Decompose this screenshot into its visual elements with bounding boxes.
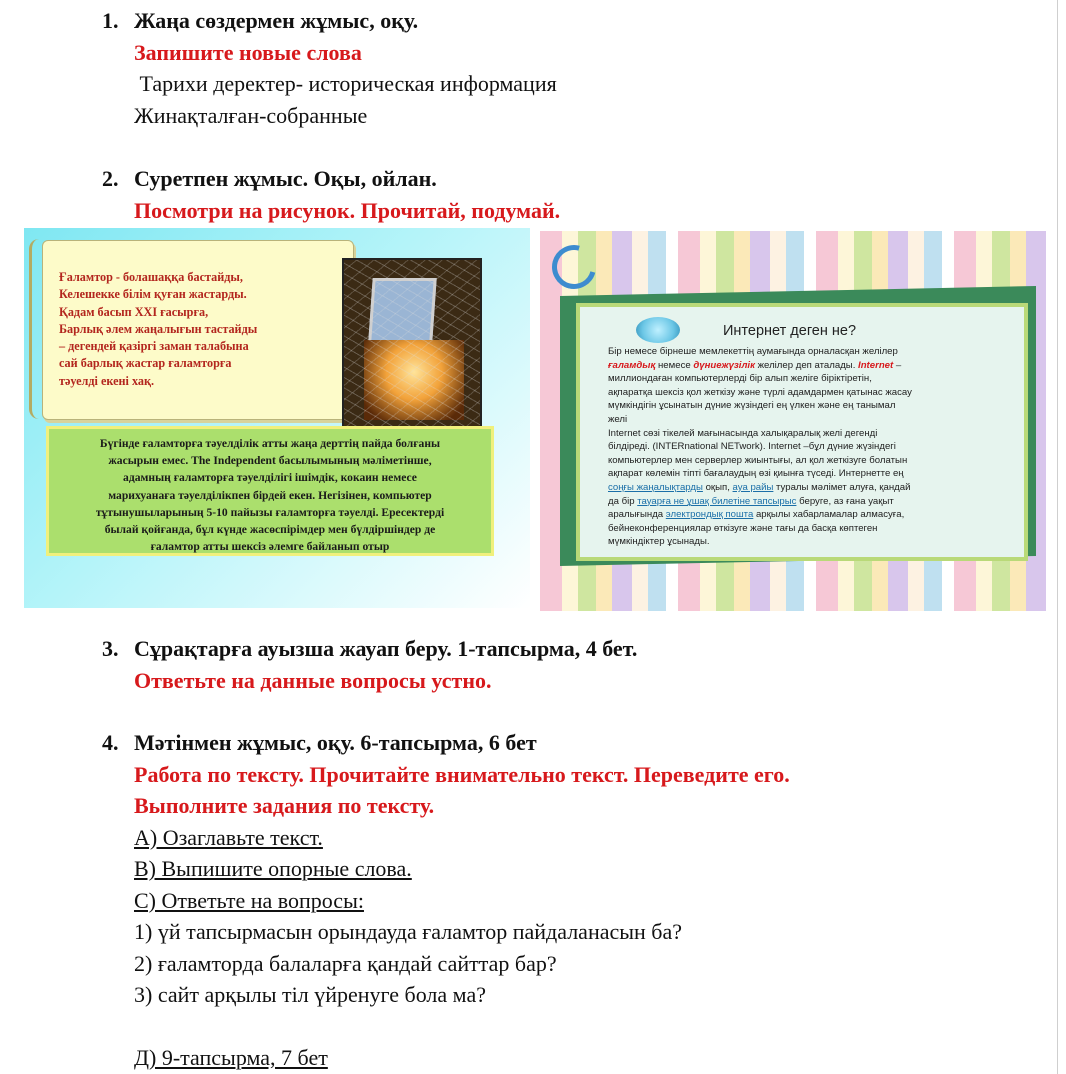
vocab-item: Тарихи деректер- историческая информация [134, 71, 557, 96]
section-title-ru: Ответьте на данные вопросы устно. [134, 667, 492, 693]
addiction-info-text: Бүгінде ғаламторға тәуелділік атты жаңа дерттің пайда болғаны жасырын емес. The Independent басылымының мәліметінше, адамның ғаламторға тәуелділігі ішімдік, кокаин немесе марихуанаға тәуелділікпен бірдей екен. Негізінен, компьютер тұтынушыларының 5-10 пайызы ғаламторға тәуелді. Ересектерді былай қойғанда, бұл күнде жасөспірімдер мен бүлдіршіндер де ғаламтор атты шексіз әлемге байланып отыр [95, 437, 445, 554]
section-3 [102, 633, 1002, 696]
section-title-kz: Жаңа сөздермен жұмыс, оқу. [134, 8, 419, 33]
page-edge-line [1057, 0, 1058, 1074]
slide-text: Бір немесе бірнеше мемлекеттің аумағында орналасқан желілер ғаламдық немесе дүниежүзілік желілер деп аталады. Internet – миллиондаған компьютерлерді бір алып желіге біріктіретін, ақпаратқа шексіз қол жеткізу және түрлі адамдармен қатынас жасау мүмкіндігін ұсынатын дүние жүзіндегі ең үлкен және ең танымал желі Internet сөзі тікелей мағынасында халықаралық желі дегенді білдіреді. (INTERnational NETwork). Internet –бұл дүние жүзіндегі компьютерлер мен серверлер жиынтығы, ал қол жеткізуге болатын ақпарат көлемін тіпті бағалаудың өзі қиынға түседі. Интернетте ең соңғы жаңалықтарды оқып, ауа райы туралы мәлімет алуға, қандай да бір тауарға не ұшақ билетіне тапсырыс беруге, аз ғана уақыт аралығында электрондық пошта арқылы хабарламалар алмасуға, бейнеконференциялар өткізуге және тағы да басқа көптеген мүмкіндіктер ұсынады. [608, 346, 912, 548]
poem-text: Ғаламтор - болашаққа бастайды, Келешекке білім қуған жастарды. Қадам басып XXI ғасырға, Барлық әлем жаңалығын тастайды – дегендей қазіргі заман талабына сай барлық жастар ғаламторға тәуелді екені хақ. [59, 270, 258, 388]
section-title-ru: Запишите новые слова [134, 39, 362, 65]
curved-arrow-icon [544, 237, 604, 297]
section-title-kz: Суретпен жұмыс. Оқы, ойлан. [134, 166, 437, 191]
section-4 [102, 727, 1002, 1074]
what-is-internet-slide [540, 231, 1046, 611]
task-d: Д) 9-тапсырма, 7 бет [134, 1045, 328, 1070]
section-title-kz: Сұрақтарға ауызша жауап беру. 1-тапсырма, 4 бет. [134, 636, 638, 661]
computer-web-photo [342, 258, 482, 432]
addiction-info-box [46, 426, 494, 556]
question-item: 1) үй тапсырмасын орындауда ғаламтор пайдаланасын ба? [134, 919, 683, 944]
vocab-item: Жинақталған-собранные [134, 102, 368, 128]
slide-title: Интернет деген не? [723, 323, 857, 339]
globe-icon [636, 317, 680, 343]
question-item: 3) сайт арқылы тіл үйренуге бола ма? [134, 982, 486, 1007]
section-number: 3. [102, 636, 119, 661]
section-title-ru: Выполните задания по тексту. [134, 793, 435, 818]
section-title-ru: Работа по тексту. Прочитайте внимательно текст. Переведите его. [134, 761, 790, 787]
task-c: С) Ответьте на вопросы: [134, 887, 364, 913]
internet-addiction-image [24, 228, 530, 608]
section-number: 4. [102, 730, 119, 755]
section-2 [102, 163, 1002, 226]
question-item: 2) ғаламторда балаларға қандай сайттар бар? [134, 950, 557, 976]
section-1 [102, 5, 1002, 131]
slide-content [576, 303, 1028, 561]
section-title-kz: Мәтінмен жұмыс, оқу. 6-тапсырма, 6 бет [134, 730, 537, 755]
task-a: А) Озаглавьте текст. [134, 824, 323, 850]
poem-scroll [42, 240, 354, 420]
section-title-ru: Посмотри на рисунок. Прочитай, подумай. [134, 197, 561, 223]
section-number: 1. [102, 8, 119, 33]
section-number: 2. [102, 166, 119, 191]
task-b: В) Выпишите опорные слова. [134, 856, 412, 881]
